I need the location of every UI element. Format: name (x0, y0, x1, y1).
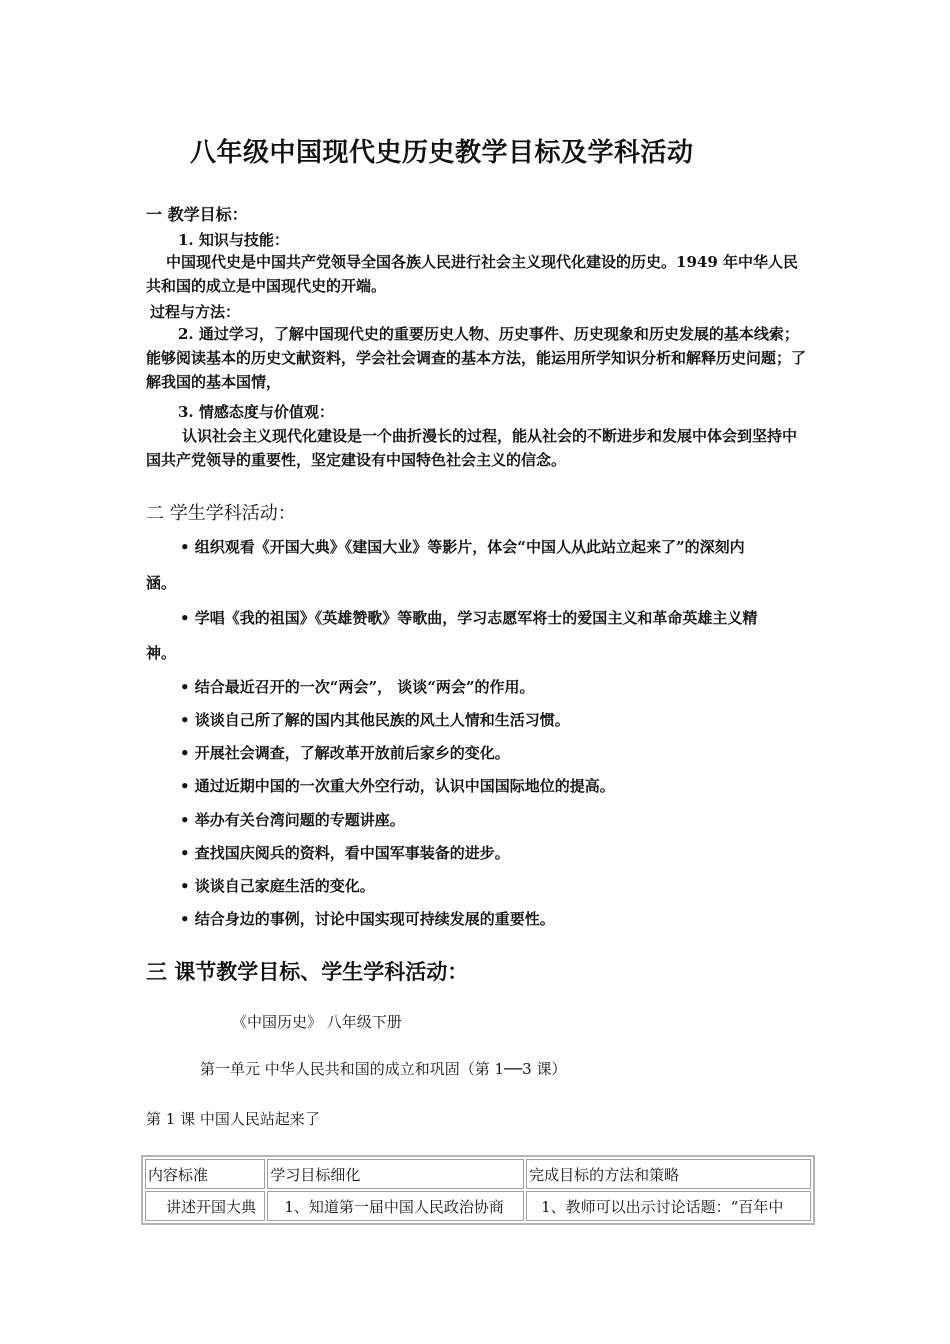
knowledge-skills-label: 1. 知识与技能： (178, 231, 289, 249)
unit-title: 第一单元 中华人民共和国的成立和巩固（第 1──3 课） (200, 1060, 567, 1078)
table-row (145, 1191, 811, 1221)
page-title: 八年级中国现代史历史教学目标及学科活动 (190, 138, 694, 168)
activity-item-continuation: 神。 (146, 644, 177, 662)
table-cell: 1、知道第一届中国人民政治协商 (267, 1191, 524, 1221)
activity-item: • 开展社会调查，了解改革开放前后家乡的变化。 (180, 744, 510, 762)
activity-item: • 结合最近召开的一次“两会”， 谈谈“两会”的作用。 (180, 678, 535, 696)
activity-item: • 组织观看《开国大典》《建国大业》等影片，体会“中国人从此站立起来了”的深刻内 (180, 538, 745, 556)
table-header-cell: 学习目标细化 (267, 1159, 524, 1189)
table-cell: 1、教师可以出示讨论话题：“百年中 (526, 1191, 811, 1221)
knowledge-skills-text: 中国现代史是中国共产党领导全国各族人民进行社会主义现代化建设的历史。1949 年中华人民共和国的成立是中国现代史的开端。 (146, 253, 798, 295)
table-cell: 讲述开国大典 (145, 1191, 265, 1221)
table-header-cell: 完成目标的方法和策略 (526, 1159, 811, 1189)
section1-heading: 一 教学目标： (146, 205, 248, 224)
activity-item: • 谈谈自己家庭生活的变化。 (180, 877, 375, 895)
process-methods-label: 过程与方法： (150, 303, 241, 321)
textbook-name: 《中国历史》 八年级下册 (232, 1013, 402, 1031)
activity-item: • 谈谈自己所了解的国内其他民族的风土人情和生活习惯。 (180, 711, 570, 729)
activity-item: • 通过近期中国的一次重大外空行动，认识中国国际地位的提高。 (180, 777, 615, 795)
attitude-values-text: 认识社会主义现代化建设是一个曲折漫长的过程，能从社会的不断进步和发展中体会到坚持中国共产党领导的重要性，坚定建设有中国特色社会主义的信念。 (146, 427, 798, 469)
lesson-title: 第 1 课 中国人民站起来了 (146, 1110, 320, 1128)
lesson-table (141, 1155, 815, 1225)
activity-item: • 查找国庆阅兵的资料，看中国军事装备的进步。 (180, 844, 510, 862)
section2-heading: 二 学生学科活动： (146, 503, 296, 524)
activity-item-continuation: 涵。 (146, 574, 177, 592)
activity-item: • 结合身边的事例，讨论中国实现可持续发展的重要性。 (180, 910, 555, 928)
activity-item: • 学唱《我的祖国》《英雄赞歌》等歌曲，学习志愿军将士的爱国主义和革命英雄主义精 (180, 609, 758, 627)
table-header-row (145, 1159, 811, 1189)
process-methods-text: 2. 通过学习，了解中国现代史的重要历史人物、历史事件、历史现象和历史发展的基本线索；能够阅读基本的历史文献资料，学会社会调查的基本方法，能运用所学知识分析和解释历史问题；了解我国的基本国情， (146, 325, 807, 391)
table-header-cell: 内容标准 (145, 1159, 265, 1189)
activity-item: • 举办有关台湾问题的专题讲座。 (180, 811, 405, 829)
attitude-values-label: 3. 情感态度与价值观： (178, 403, 334, 421)
section3-heading: 三 课节教学目标、学生学科活动： (146, 959, 469, 984)
